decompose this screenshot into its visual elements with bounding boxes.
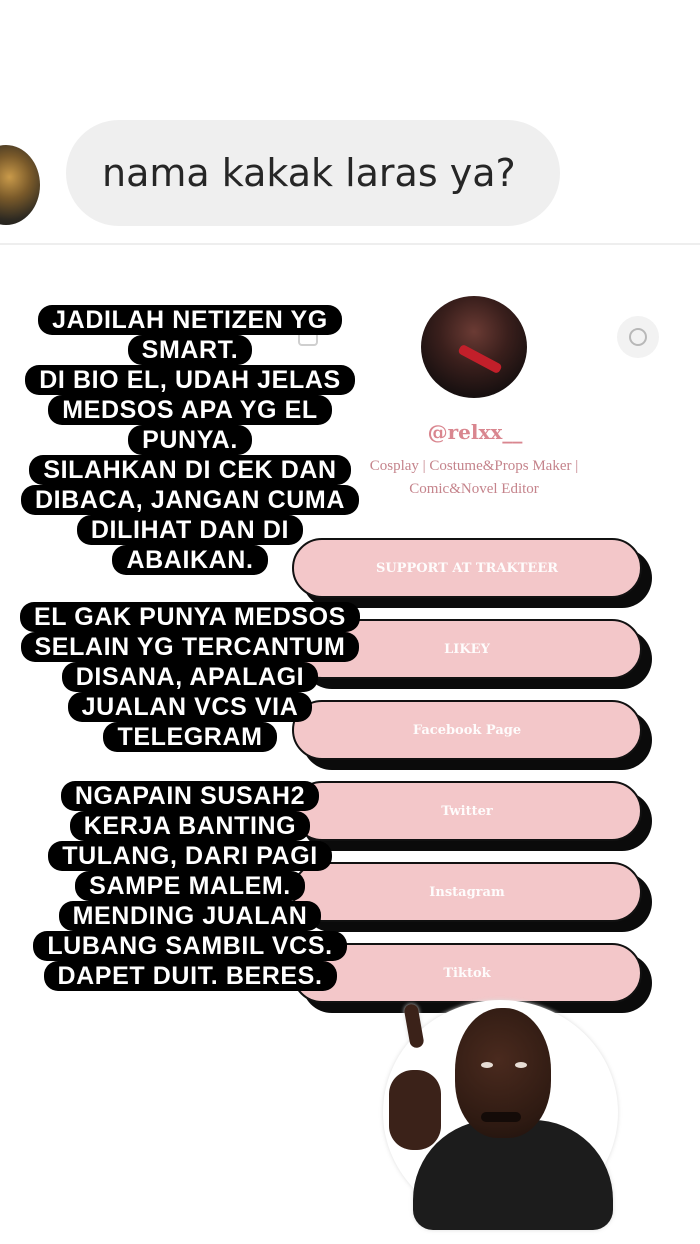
caption-line: LUBANG SAMBIL VCS. <box>33 931 346 961</box>
sender-avatar[interactable] <box>0 145 40 225</box>
caption-line: JADILAH NETIZEN YG <box>38 305 342 335</box>
caption-line: PUNYA. <box>128 425 252 455</box>
link-label: SUPPORT AT TRAKTEER <box>375 560 559 576</box>
link-label: Instagram <box>429 884 505 900</box>
link-label: Facebook Page <box>412 722 522 738</box>
caption-line: EL GAK PUNYA MEDSOS <box>20 602 360 632</box>
caption-line: DI BIO EL, UDAH JELAS <box>25 365 355 395</box>
bio-line: Cosplay | Costume&Props Maker | <box>369 458 579 474</box>
more-circle-icon[interactable] <box>617 316 659 358</box>
profile-username: @relxx__ <box>427 420 523 444</box>
caption-block-3 <box>0 781 380 991</box>
message-bubble[interactable] <box>66 120 560 226</box>
link-label: Twitter <box>441 803 493 819</box>
caption-line: TULANG, DARI PAGI <box>48 841 332 871</box>
caption-line: ABAIKAN. <box>112 545 267 575</box>
caption-line: MENDING JUALAN <box>59 901 322 931</box>
caption-line: KERJA BANTING <box>70 811 310 841</box>
profile-avatar <box>421 296 527 398</box>
caption-line: TELEGRAM <box>103 722 276 752</box>
caption-line: SILAHKAN DI CEK DAN <box>29 455 350 485</box>
bio-line: Comic&Novel Editor <box>409 481 539 497</box>
caption-line: DAPET DUIT. BERES. <box>44 961 337 991</box>
sticker-mouth <box>481 1112 521 1122</box>
chat-area <box>0 0 700 244</box>
caption-line: SELAIN YG TERCANTUM <box>21 632 360 662</box>
sticker-eye <box>515 1062 527 1068</box>
sticker-hand <box>389 1070 441 1150</box>
caption-line: MEDSOS APA YG EL <box>48 395 331 425</box>
caption-line: DISANA, APALAGI <box>62 662 318 692</box>
profile-bio <box>352 455 596 501</box>
sticker-image <box>383 1000 618 1225</box>
caption-line: SMART. <box>128 335 253 365</box>
sticker-finger <box>403 1003 424 1049</box>
divider <box>0 243 700 245</box>
caption-block-2 <box>0 602 380 752</box>
caption-block-1 <box>0 305 380 575</box>
link-label: LIKEY <box>444 641 490 657</box>
sticker-eye <box>481 1062 493 1068</box>
caption-line: DIBACA, JANGAN CUMA <box>21 485 359 515</box>
message-text: nama kakak laras ya? <box>102 151 516 195</box>
caption-line: NGAPAIN SUSAH2 <box>61 781 319 811</box>
link-label: Tiktok <box>443 965 491 981</box>
caption-line: SAMPE MALEM. <box>75 871 305 901</box>
caption-line: DILIHAT DAN DI <box>77 515 303 545</box>
caption-line: JUALAN VCS VIA <box>68 692 313 722</box>
